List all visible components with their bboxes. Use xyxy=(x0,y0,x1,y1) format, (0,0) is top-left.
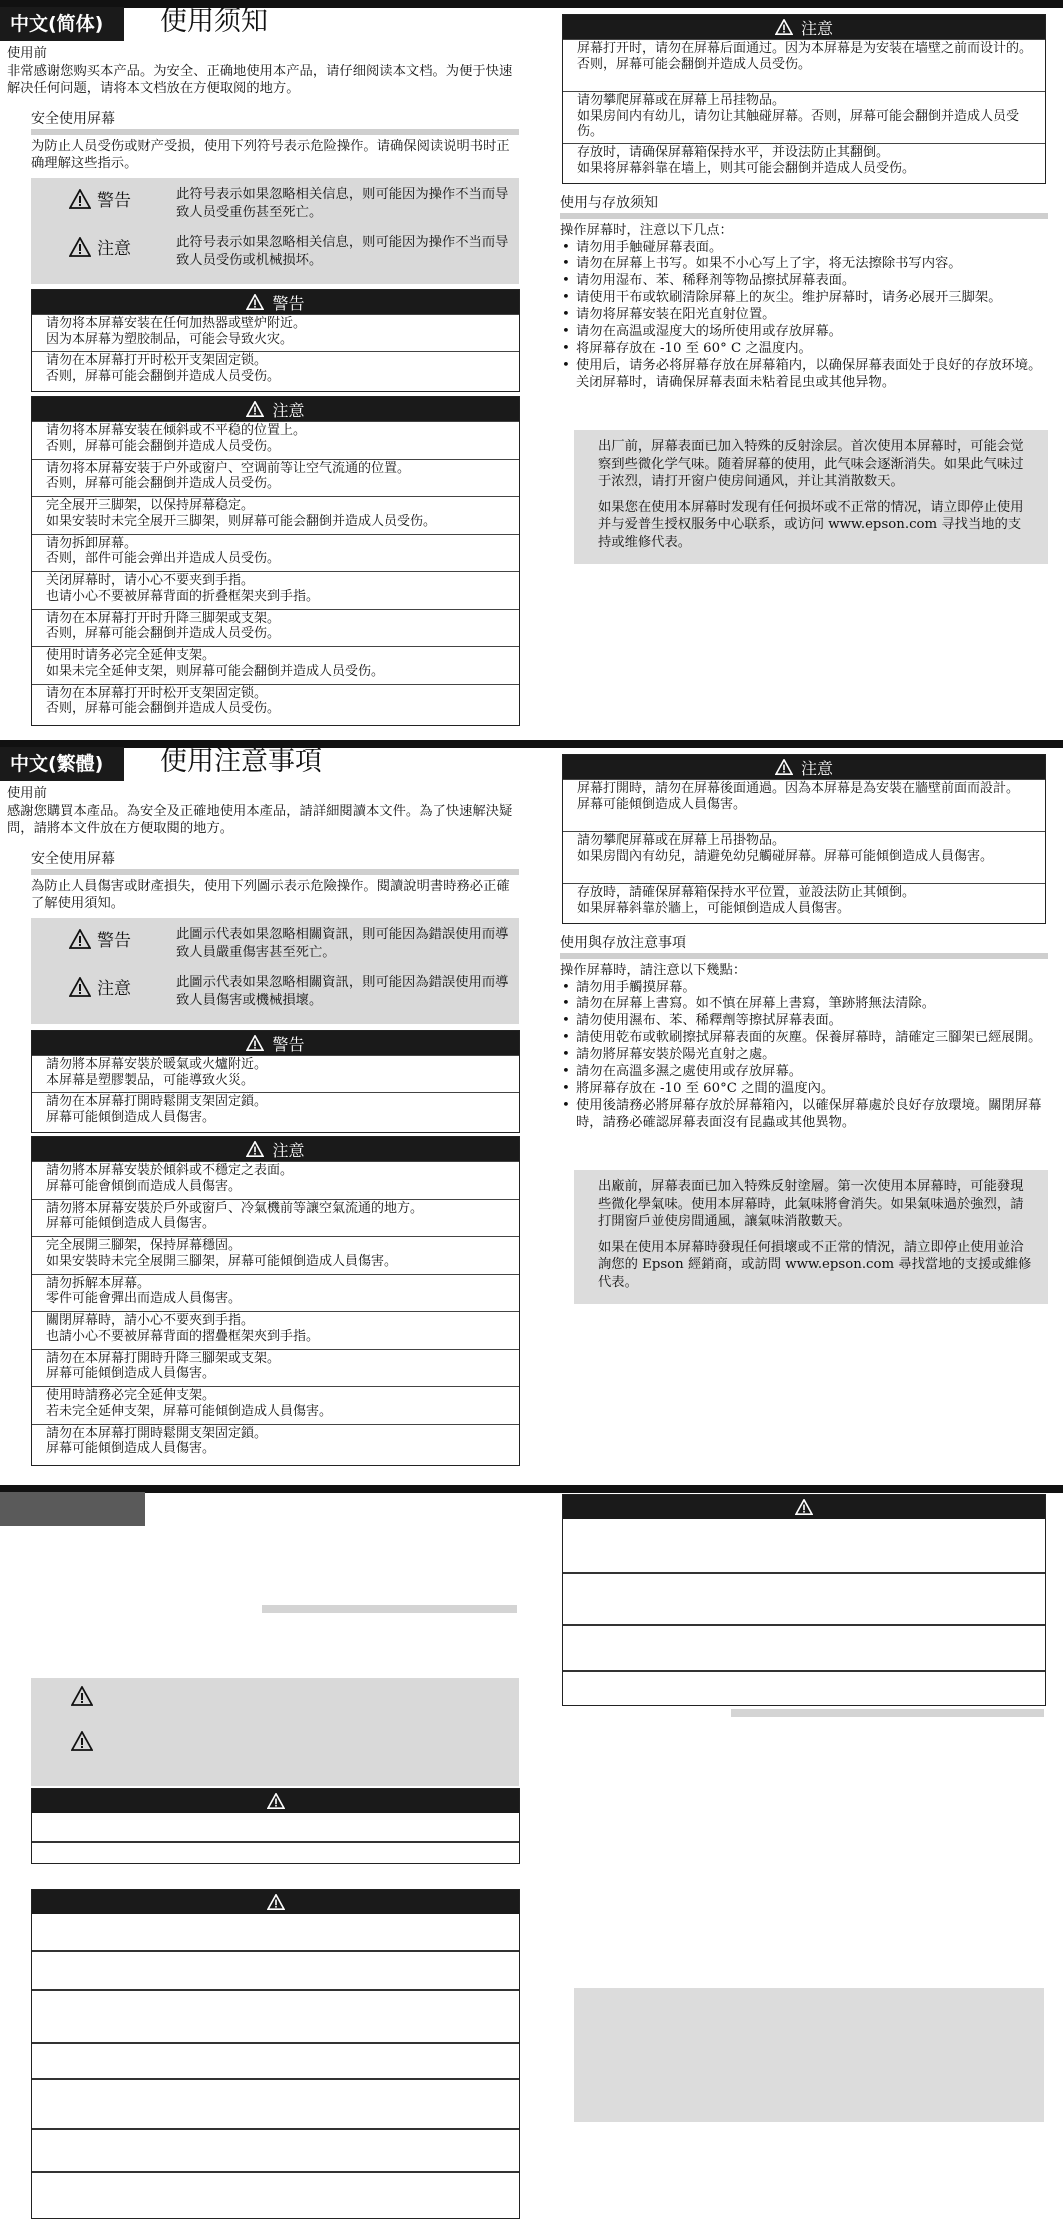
sc-warning-item: 请勿将本屏幕安装在任何加热器或壁炉附近。 因为本屏幕为塑胶制品，可能会导致火灾。 xyxy=(32,314,519,351)
sc-caution-item: 请勿将本屏幕安装于户外或窗户、空调前等让空气流通的位置。 否则，屏幕可能会翻倒并造成人员受伤。 xyxy=(32,459,519,497)
blank-storage-subhead-bar xyxy=(731,1709,1044,1717)
tc-warning-item: 請勿將本屏幕安裝於暖氣或火爐附近。 本屏幕是塑膠製品，可能導致火災。 xyxy=(32,1055,519,1092)
tc-warning-box-header xyxy=(32,1031,519,1055)
tc-warning-sign-desc: 此圖示代表如果忽略相關資訊，則可能因為錯誤使用而導致人員嚴重傷害甚至死亡。 xyxy=(176,927,509,960)
sc-notice-odor: 出厂前，屏幕表面已加入特殊的反射涂层。首次使用本屏幕时，可能会觉察到些微化学气味。随着屏幕的使用，此气味会逐渐消失。如果此气味过于浓烈，请打开窗户使房间通风，并让其消散数天。 xyxy=(598,439,1024,489)
sc-warning-box xyxy=(31,289,520,392)
warning-triangle-icon xyxy=(246,294,264,310)
sc-right-caution-item: 存放时，请确保屏幕箱保持水平，并设法防止其翻倒。 如果将屏幕斜靠在墙上，则其可能会翻倒并造成人员受伤。 xyxy=(563,143,1045,180)
sc-storage-item: • 请使用干布或软刷清除屏幕上的灰尘。维护屏幕时，请务必展开三脚架。 xyxy=(560,290,1048,307)
tc-right-caution-box xyxy=(562,754,1046,924)
tc-caution-item: 請勿在本屏幕打開時鬆開支架固定鎖。 屏幕可能傾倒造成人員傷害。 xyxy=(32,1424,519,1462)
sc-warning-box-title: 警告 xyxy=(272,293,305,313)
sc-warning-sign xyxy=(69,186,131,211)
tc-caution-sign-label: 注意 xyxy=(97,979,131,999)
tc-right-caution-item: 請勿攀爬屏幕或在屏幕上吊掛物品。 如果房間內有幼兒，請避免幼兒觸碰屏幕。屏幕可能傾倒造成人員傷害。 xyxy=(563,831,1045,883)
sc-storage-item: • 请勿在屏幕上书写。如果不小心写上了字，将无法擦除书写内容。 xyxy=(560,256,1048,273)
sc-warning-sign-label: 警告 xyxy=(97,191,131,211)
tc-language-tag: 中文(繁體) xyxy=(0,747,124,781)
sc-right-caution-item: 请勿攀爬屏幕或在屏幕上吊挂物品。 如果房间内有幼儿，请勿让其触碰屏幕。否则，屏幕可能会翻倒并造成人员受伤。 xyxy=(563,91,1045,143)
tc-storage-intro: 操作屏幕時，請注意以下幾點： xyxy=(560,963,747,978)
sc-page-title: 使用须知 xyxy=(160,6,268,37)
sc-right-caution-box-title: 注意 xyxy=(800,18,833,38)
caution-triangle-icon xyxy=(795,1499,813,1515)
warning-triangle-icon xyxy=(69,189,91,209)
tc-warning-sign-label: 警告 xyxy=(97,931,131,951)
tc-storage-item: • 請使用乾布或軟刷擦拭屏幕表面的灰塵。保養屏幕時，請確定三腳架已經展開。 xyxy=(560,1030,1048,1047)
tc-storage-item: • 請勿在高溫多濕之處使用或存放屏幕。 xyxy=(560,1064,1048,1081)
caution-triangle-icon xyxy=(267,1894,285,1910)
sc-storage-item: • 请勿用手触碰屏幕表面。 xyxy=(560,240,1048,257)
tc-caution-item: 請勿拆解本屏幕。 零件可能會彈出而造成人員傷害。 xyxy=(32,1274,519,1312)
tc-section xyxy=(0,740,1063,1480)
sc-caution-box-title: 注意 xyxy=(272,400,305,420)
tc-warning-sign xyxy=(69,926,131,951)
blank-sign-legend xyxy=(31,1678,519,1786)
blank-warning-box-header xyxy=(32,1789,519,1813)
warning-triangle-icon xyxy=(246,1035,264,1051)
blank-caution-box xyxy=(31,1889,520,2219)
tc-caution-box-title: 注意 xyxy=(272,1140,305,1160)
blank-divider xyxy=(32,2171,519,2173)
tc-storage-item: • 請勿使用濕布、苯、稀釋劑等擦拭屏幕表面。 xyxy=(560,1013,1048,1030)
tc-caution-item: 請勿將本屏幕安裝於傾斜或不穩定之表面。 屏幕可能會傾倒而造成人員傷害。 xyxy=(32,1161,519,1199)
warning-triangle-icon xyxy=(267,1793,285,1809)
sc-right-caution-box-header xyxy=(563,15,1045,39)
sc-section xyxy=(0,0,1063,740)
warning-triangle-icon xyxy=(71,1686,93,1706)
sc-storage-item: • 将屏幕存放在 -10 至 60° C 之温度内。 xyxy=(560,341,1048,358)
sc-storage-list xyxy=(560,240,1048,392)
tc-caution-box xyxy=(31,1136,520,1466)
sc-caution-sign-desc: 此符号表示如果忽略相关信息，则可能因为操作不当而导致人员受伤或机械损坏。 xyxy=(176,235,509,268)
blank-divider xyxy=(563,1624,1045,1626)
sc-caution-item: 使用时请务必完全延伸支架。 如果未完全延伸支架，则屏幕可能会翻倒并造成人员受伤。 xyxy=(32,646,519,684)
blank-warning-box xyxy=(31,1788,520,1864)
sc-caution-box xyxy=(31,396,520,726)
sc-sign-legend xyxy=(31,178,519,284)
caution-triangle-icon xyxy=(775,19,793,35)
sc-warning-box-header xyxy=(32,290,519,314)
sc-left-column xyxy=(7,45,519,173)
tc-right-caution-item: 屏幕打開時，請勿在屏幕後面通過。因為本屏幕是為安裝在牆壁前面而設計。 屏幕可能傾倒造成人員傷害。 xyxy=(563,779,1045,831)
tc-storage-item: • 請勿用手觸摸屏幕。 xyxy=(560,980,1048,997)
sc-caution-box-header xyxy=(32,397,519,421)
tc-right-caution-item: 存放時，請確保屏幕箱保持水平位置，並設法防止其傾倒。 如果屏幕斜靠於牆上，可能傾倒造成人員傷害。 xyxy=(563,883,1045,920)
tc-storage-column xyxy=(560,934,1048,1132)
tc-notice-box xyxy=(574,1170,1048,1304)
sc-caution-sign xyxy=(69,234,131,259)
sc-right-caution-item: 屏幕打开时，请勿在屏幕后面通过。因为本屏幕是为安装在墙壁之前而设计的。 否则，屏幕可能会翻倒并造成人员受伤。 xyxy=(563,39,1045,91)
tc-warning-box xyxy=(31,1030,520,1133)
tc-caution-item: 請勿在本屏幕打開時升降三腳架或支架。 屏幕可能傾倒造成人員傷害。 xyxy=(32,1349,519,1387)
blank-divider xyxy=(32,2128,519,2130)
tc-storage-heading: 使用與存放注意事項 xyxy=(560,934,1048,959)
sc-caution-item: 完全展开三脚架，以保持屏幕稳定。 如果安装时未完全展开三脚架，则屏幕可能会翻倒并造成人员受伤。 xyxy=(32,496,519,534)
blank-divider xyxy=(32,2042,519,2044)
sc-right-caution-box xyxy=(562,14,1046,184)
sc-safe-use-text: 为防止人员受伤或财产受损，使用下列符号表示危险操作。请确保阅读说明书时正确理解这些指示。 xyxy=(31,138,510,171)
tc-storage-item: • 將屏幕存放在 -10 至 60°C 之間的溫度內。 xyxy=(560,1081,1048,1098)
sc-before-use-heading: 使用前 xyxy=(7,46,47,61)
tc-right-caution-box-header xyxy=(563,755,1045,779)
sc-storage-item: • 请勿将屏幕安装在阳光直射位置。 xyxy=(560,307,1048,324)
tc-caution-item: 請勿將本屏幕安裝於戶外或窗戶、冷氣機前等讓空氣流通的地方。 屏幕可能傾倒造成人員傷害。 xyxy=(32,1199,519,1237)
blank-top-bar xyxy=(0,1485,1063,1493)
blank-divider xyxy=(32,1989,519,1991)
blank-right-caution-box-header xyxy=(563,1495,1045,1519)
blank-subhead-bar xyxy=(262,1605,517,1613)
tc-right-caution-box-title: 注意 xyxy=(800,758,833,778)
caution-triangle-icon xyxy=(69,977,91,997)
sc-storage-item: • 使用后，请务必将屏幕存放在屏幕箱内，以确保屏幕表面处于良好的存放环境。关闭屏幕时，请确保屏幕表面未粘着昆虫或其他异物。 xyxy=(560,358,1048,392)
tc-caution-item: 使用時請務必完全延伸支架。 若未完全延伸支架，屏幕可能傾倒造成人員傷害。 xyxy=(32,1386,519,1424)
blank-divider xyxy=(563,1670,1045,1672)
tc-caution-item: 完全展開三腳架，保持屏幕穩固。 如果安裝時未完全展開三腳架，屏幕可能傾倒造成人員傷害。 xyxy=(32,1236,519,1274)
sc-caution-sign-label: 注意 xyxy=(97,239,131,259)
sc-storage-intro: 操作屏幕时，注意以下几点： xyxy=(560,223,733,238)
tc-left-column xyxy=(7,785,519,913)
sc-storage-item: • 请勿在高温或湿度大的场所使用或存放屏幕。 xyxy=(560,324,1048,341)
tc-caution-sign-desc: 此圖示代表如果忽略相關資訊，則可能因為錯誤使用而導致人員傷害或機械損壞。 xyxy=(176,975,509,1008)
tc-storage-list xyxy=(560,980,1048,1132)
sc-notice-box xyxy=(574,430,1048,564)
blank-notice-box xyxy=(574,1988,1044,2122)
blank-template-section xyxy=(0,1480,1063,2222)
tc-warning-item: 請勿在本屏幕打開時鬆開支架固定鎖。 屏幕可能傾倒造成人員傷害。 xyxy=(32,1092,519,1129)
tc-before-use-text: 感謝您購買本產品。為安全及正確地使用本產品，請詳細閱讀本文件。為了快速解決疑問，請將本文件放在方便取閱的地方。 xyxy=(7,803,513,836)
tc-caution-sign xyxy=(69,974,131,999)
tc-page-title: 使用注意事項 xyxy=(160,746,322,777)
tc-before-use-heading: 使用前 xyxy=(7,786,47,801)
sc-storage-column xyxy=(560,194,1048,392)
sc-notice-support: 如果您在使用本屏幕时发现有任何损坏或不正常的情况，请立即停止使用并与爱普生授权服务中心联系，或访问 www.epson.com 寻找当地的支持或维修代表。 xyxy=(598,499,1024,550)
caution-triangle-icon xyxy=(246,401,264,417)
sc-caution-item: 请勿拆卸屏幕。 否则，部件可能会弹出并造成人员受伤。 xyxy=(32,534,519,572)
blank-language-tag xyxy=(0,1492,145,1526)
tc-storage-item: • 使用後請務必將屏幕存放於屏幕箱內，以確保屏幕處於良好存放環境。關閉屏幕時，請務必確認屏幕表面沒有昆蟲或其他異物。 xyxy=(560,1098,1048,1132)
caution-triangle-icon xyxy=(246,1141,264,1157)
sc-storage-heading: 使用与存放须知 xyxy=(560,194,1048,219)
caution-triangle-icon xyxy=(775,759,793,775)
sc-caution-item: 请勿在本屏幕打开时松开支架固定锁。 否则，屏幕可能会翻倒并造成人员受伤。 xyxy=(32,684,519,722)
sc-warning-item: 请勿在本屏幕打开时松开支架固定锁。 否则，屏幕可能会翻倒并造成人员受伤。 xyxy=(32,351,519,388)
blank-caution-box-header xyxy=(32,1890,519,1914)
blank-right-caution-box xyxy=(562,1494,1046,1706)
sc-language-tag: 中文(简体) xyxy=(0,7,124,41)
blank-divider xyxy=(32,1841,519,1843)
sc-storage-item: • 请勿用湿布、苯、稀释剂等物品擦拭屏幕表面。 xyxy=(560,273,1048,290)
caution-triangle-icon xyxy=(69,237,91,257)
sc-warning-sign-desc: 此符号表示如果忽略相关信息，则可能因为操作不当而导致人员受重伤甚至死亡。 xyxy=(176,187,509,220)
sc-before-use-text: 非常感谢您购买本产品。为安全、正确地使用本产品，请仔细阅读本文档。为便于快速解决任何问题，请将本文档放在方便取阅的地方。 xyxy=(7,63,513,96)
tc-safe-use-text: 為防止人員傷害或財產損失，使用下列圖示表示危險操作。閱讀說明書時務必正確了解使用須知。 xyxy=(31,878,510,911)
caution-triangle-icon xyxy=(71,1731,93,1751)
tc-caution-box-header xyxy=(32,1137,519,1161)
tc-sign-legend xyxy=(31,918,519,1024)
tc-storage-item: • 請勿將屏幕安裝於陽光直射之處。 xyxy=(560,1047,1048,1064)
tc-caution-item: 關閉屏幕時，請小心不要夾到手指。 也請小心不要被屏幕背面的摺疊框架夾到手指。 xyxy=(32,1311,519,1349)
blank-divider xyxy=(563,1572,1045,1574)
tc-notice-odor: 出廠前，屏幕表面已加入特殊反射塗層。第一次使用本屏幕時，可能發現些微化學氣味。使用本屏幕時，此氣味將會消失。如果氣味過於強烈，請打開窗戶並使房間通風，讓氣味消散數天。 xyxy=(598,1179,1024,1229)
blank-divider xyxy=(32,2078,519,2080)
sc-caution-item: 关闭屏幕时，请小心不要夹到手指。 也请小心不要被屏幕背面的折叠框架夹到手指。 xyxy=(32,571,519,609)
warning-triangle-icon xyxy=(69,929,91,949)
sc-caution-item: 请勿将本屏幕安装在倾斜或不平稳的位置上。 否则，屏幕可能会翻倒并造成人员受伤。 xyxy=(32,421,519,459)
tc-storage-item: • 請勿在屏幕上書寫。如不慎在屏幕上書寫，筆跡將無法清除。 xyxy=(560,996,1048,1013)
tc-safe-use-heading: 安全使用屏幕 xyxy=(31,850,519,875)
tc-notice-support: 如果在使用本屏幕時發現任何損壞或不正常的情況，請立即停止使用並洽詢您的 Epson 經銷商，或訪問 www.epson.com 尋找當地的支援或維修代表。 xyxy=(598,1239,1032,1290)
tc-warning-box-title: 警告 xyxy=(272,1034,305,1054)
sc-safe-use-heading: 安全使用屏幕 xyxy=(31,110,519,135)
sc-caution-item: 请勿在本屏幕打开时升降三脚架或支架。 否则，屏幕可能会翻倒并造成人员受伤。 xyxy=(32,609,519,647)
blank-divider xyxy=(32,1950,519,1952)
